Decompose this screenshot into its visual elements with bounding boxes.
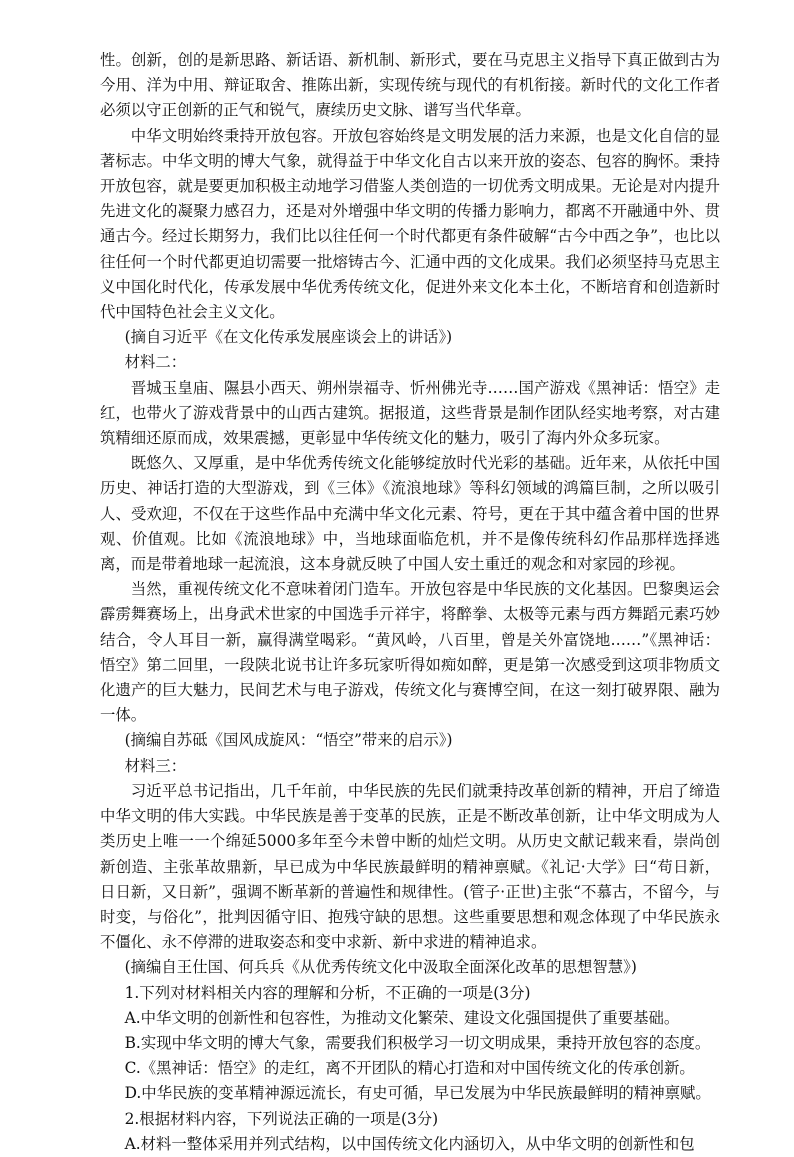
- paragraph-openness: 中华文明始终秉持开放包容。开放包容始终是文明发展的活力来源，也是文化自信的显著标志。中华文明的博大气象，就得益于中华文化自古以来开放的姿态、包容的胸怀。秉持开放包容，就是要更加积极主动地学习借鉴人类创造的一切优秀文明成果。无论是对内提升先进文化的凝聚力感召力，还是对外增强中华文明的传播力影响力，都离不开融通中外、贯通古今。经过长期努力，我们比以往任何一个时代都更有条件破解“古今中西之争”，也比以往任何一个时代都更迫切需要一批熔铸古今、汇通中西的文化成果。我们必须坚持马克思主义中国化时代化，传承发展中华优秀传统文化，促进外来文化本土化，不断培育和创造新时代中国特色社会主义文化。: [100, 126, 720, 322]
- source-citation-1: (摘自习近平《在文化传承发展座谈会上的讲话》): [124, 328, 453, 347]
- paragraph-wukong: 晋城玉皇庙、隰县小西天、朔州崇福寺、忻州佛光寺……国产游戏《黑神话：悟空》走红，也带火了游戏背景中的山西古建筑。据报道，这些背景是制作团队经实地考察，对古建筑精细还原而成，效果震撼，更彰显中华传统文化的魅力，吸引了海内外众多玩家。: [100, 378, 720, 448]
- paragraph-continuation: 性。创新，创的是新思路、新话语、新机制、新形式，要在马克思主义指导下真正做到古为今用、洋为中用、辩证取舍、推陈出新，实现传统与现代的有机衔接。新时代的文化工作者必须以守正创新的正气和锐气，赓续历史文脉、谱写当代华章。: [100, 51, 720, 120]
- paragraph-reform-spirit: 习近平总书记指出，几千年前，中华民族的先民们就秉持改革创新的精神，开启了缔造中华文明的伟大实践。中华民族是善于变革的民族，正是不断改革创新，让中华文明成为人类历史上唯一一个绵延5000多年至今未曾中断的灿烂文明。从历史文献记载来看，崇尚创新创造、主张革故鼎新，早已成为中华民族最鲜明的精神禀赋。《礼记·大学》曰“苟日新，日日新，又日新”，强调不断革新的普遍性和规律性。(管子·正世)主张“不慕古，不留今，与时变，与俗化”，批判因循守旧、抱残守缺的思想。这些重要思想和观念体现了中华民族永不僵化、永不停滞的进取姿态和变中求新、新中求进的精神追求。: [100, 781, 720, 952]
- source-citation-2: (摘编自苏砥《国风成旋风：“悟空”带来的启示》): [124, 731, 453, 750]
- paragraph-not-closed: 当然，重视传统文化不意味着闭门造车。开放包容是中华民族的文化基因。巴黎奥运会霹雳舞赛场上，出身武术世家的中国选手亓祥宇，将醉拳、太极等元素与西方舞蹈元素巧妙结合，令人耳目一新，赢得满堂喝彩。“黄风岭，八百里，曾是关外富饶地……”《黑神话：悟空》第二回里，一段陕北说书让许多玩家听得如痴如醉，更是第一次感受到这项非物质文化遗产的巨大魅力，民间艺术与电子游戏，传统文化与赛博空间，在这一刻打破界限、融为一体。: [100, 580, 720, 725]
- question-1-option-d: D.中华民族的变革精神源远流长，有史可循，早已发展为中华民族最鲜明的精神禀赋。: [124, 1084, 711, 1103]
- question-2: 2.根据材料内容，下列说法正确的一项是(3分): [124, 1109, 439, 1128]
- question-1-option-b: B.实现中华文明的博大气象，需要我们积极学习一切文明成果，秉持开放包容的态度。: [124, 1033, 711, 1052]
- paragraph-tradition-base: 既悠久、又厚重，是中华优秀传统文化能够绽放时代光彩的基础。近年来，从依托中国历史、神话打造的大型游戏，到《三体》《流浪地球》等科幻领域的鸿篇巨制，之所以吸引人、受欢迎，不仅在于这些作品中充满中华文化元素、符号，更在于其中蕴含着中国的世界观、价值观。比如《流浪地球》中，当地球面临危机，并不是像传统科幻作品那样选择逃离，而是带着地球一起流浪，这本身就反映了中国人安土重迁的观念和对家园的珍视。: [100, 454, 720, 574]
- material-3-label: 材料三：: [124, 756, 187, 775]
- question-1-option-a: A.中华文明的创新性和包容性，为推动文化繁荣、建设文化强国提供了重要基础。: [124, 1008, 680, 1027]
- question-2-option-a: A.材料一整体采用并列式结构，以中国传统文化内涵切入，从中华文明的创新性和包: [124, 1134, 695, 1153]
- material-2-label: 材料二：: [124, 353, 187, 372]
- question-1-option-c: C.《黑神话：悟空》的走红，离不开团队的精心打造和对中国传统文化的传承创新。: [124, 1059, 695, 1078]
- source-citation-3: (摘编自王仕国、何兵兵《从优秀传统文化中汲取全面深化改革的思想智慧》): [124, 958, 637, 977]
- document-page: [100, 48, 720, 1157]
- question-1: 1.下列对材料相关内容的理解和分析，不正确的一项是(3分): [124, 983, 531, 1002]
